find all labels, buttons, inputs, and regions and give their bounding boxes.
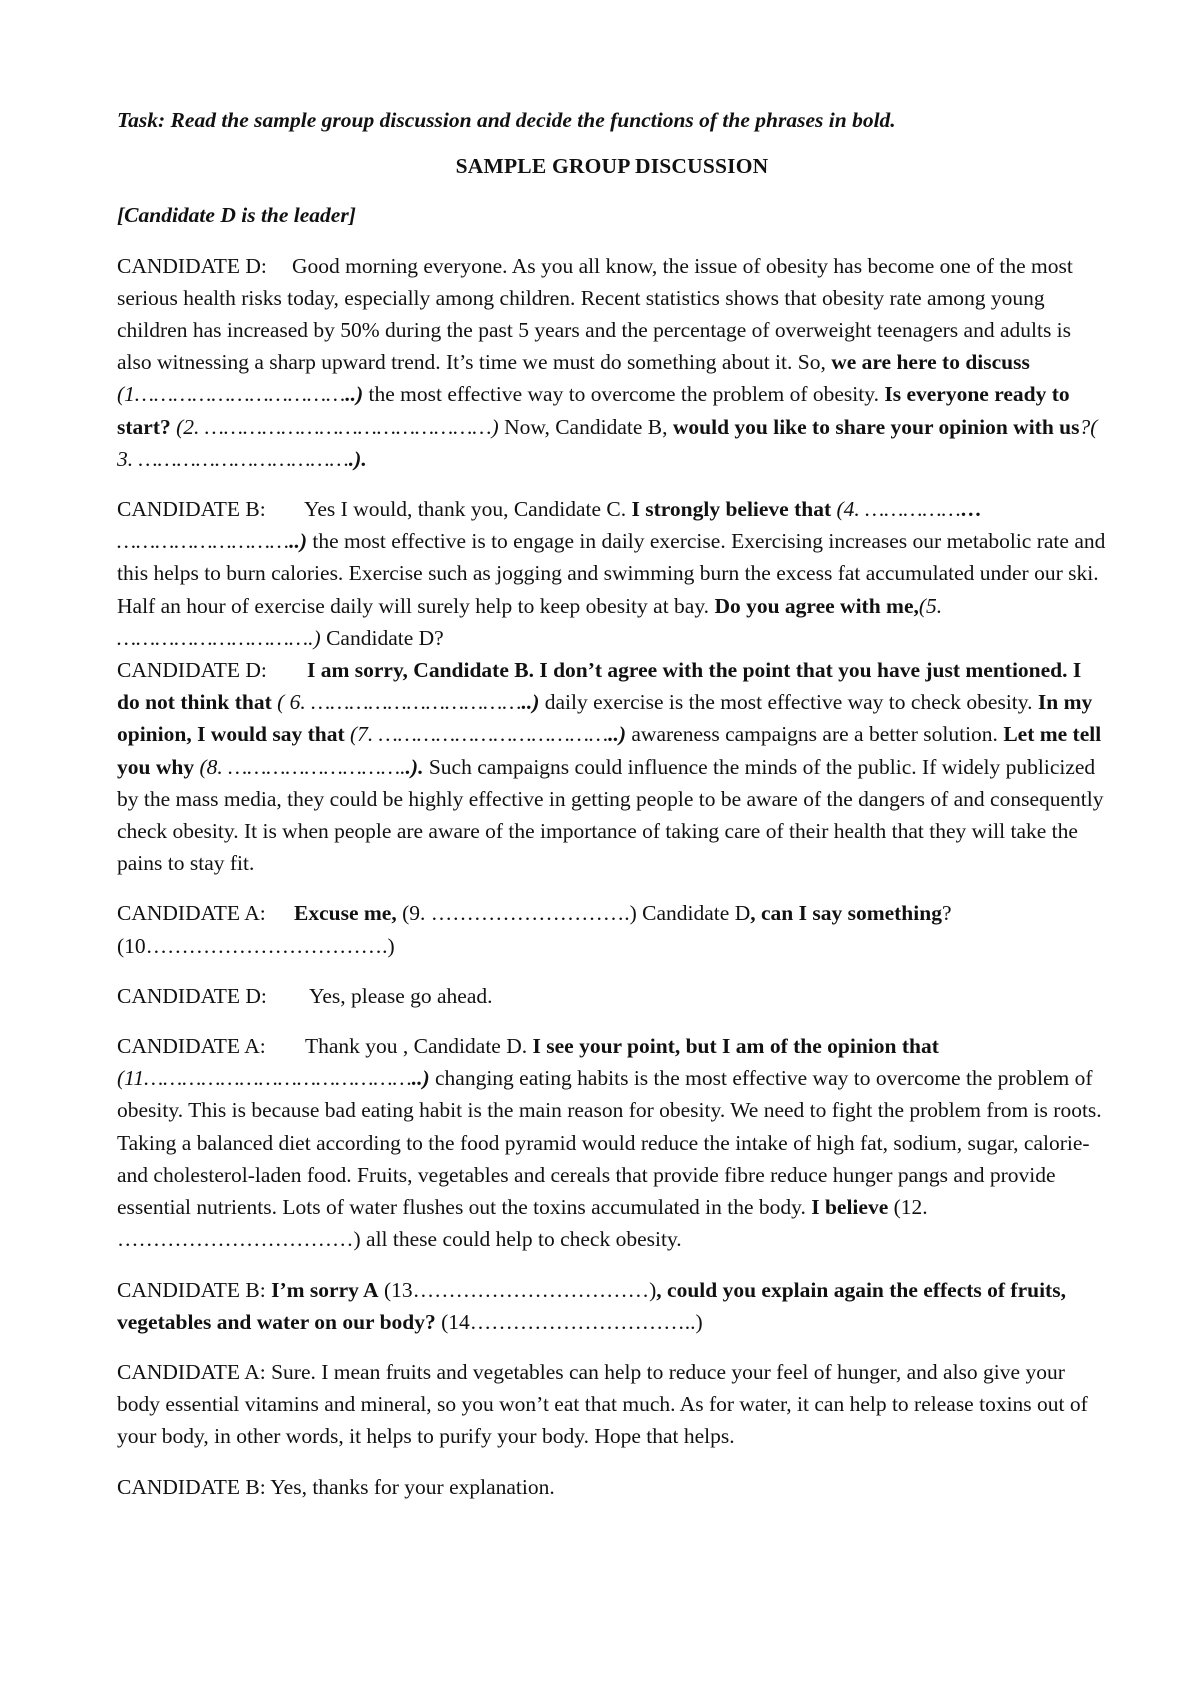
bold-phrase: Do you agree with me, — [714, 593, 919, 618]
bold-phrase: Let me tell you why — [117, 722, 1102, 779]
text-run: (14…………………………..) — [435, 1309, 703, 1334]
bold-phrase: I am sorry, Candidate B. I don’t agree with the point that you have just mentioned. I do not think that — [117, 658, 1082, 715]
dialogue-paragraph — [117, 980, 1107, 1012]
bold-phrase: , can I say something — [750, 901, 942, 926]
answer-blank: .). — [405, 754, 424, 779]
dialogue-paragraph — [117, 250, 1107, 475]
speaker-label: CANDIDATE D: — [117, 983, 267, 1008]
task-instruction: Task: Read the sample group discussion and decide the functions of the phrases in bold. — [117, 108, 896, 132]
bold-phrase: I’m sorry A — [271, 1277, 379, 1302]
speaker-label: CANDIDATE B: — [117, 497, 266, 522]
leader-note: [Candidate D is the leader] — [117, 203, 356, 228]
speaker-label: CANDIDATE A: — [117, 1034, 266, 1059]
dialogue-paragraph — [117, 1030, 1107, 1255]
text-run: changing eating habits is the most effective way to overcome the problem of obesity. This is because bad eating habit is the main reason for obesity. We need to fight the problem from is roots. Taking a balanced diet according to the food pyramid would reduce the intake of high fat, sodium, sugar, calorie- and cholesterol-laden food. Fruits, vegetables and cereals that provide fibre reduce hunger pangs and provide essential nutrients. Lots of water flushes out the toxins accumulated in the body. — [117, 1066, 1102, 1220]
dialogue-paragraph — [117, 897, 1107, 961]
text-run: Now, Candidate B, — [498, 414, 673, 439]
text-run: (9. ……………………….) Candidate D — [396, 901, 751, 926]
document-title: SAMPLE GROUP DISCUSSION — [455, 154, 769, 179]
answer-blank: (1…………………………… — [117, 382, 346, 407]
text-run: awareness campaigns are a better solution. — [626, 722, 1004, 747]
answer-blank: (7. ……………………………… — [344, 722, 609, 747]
dialogue-text — [117, 254, 1097, 471]
dialogue-paragraph — [117, 1274, 1107, 1338]
bold-phrase: In my opinion, I would say that — [117, 690, 1093, 747]
dialogue-paragraph — [117, 1471, 1107, 1503]
speaker-label: CANDIDATE B: — [117, 1474, 266, 1499]
speaker-label: CANDIDATE A: — [117, 901, 266, 926]
text-run: Yes, please go ahead. — [309, 983, 493, 1008]
text-run: (12. ……………………………) all these could help to check obesity. — [117, 1195, 928, 1252]
speaker-label: CANDIDATE D: — [117, 253, 267, 278]
bold-phrase: , could you explain again the effects of fruits, vegetables and water on our body? — [117, 1277, 1066, 1334]
answer-blank: (8. ………………………. — [194, 754, 406, 779]
bold-phrase: Is everyone ready to start? — [117, 382, 1070, 439]
answer-blank: ..) — [521, 690, 540, 715]
bold-phrase: I strongly believe that — [631, 497, 832, 522]
speaker-label: CANDIDATE B: — [117, 1277, 266, 1302]
dialogue-text — [309, 984, 493, 1008]
answer-blank: ..) — [345, 382, 364, 407]
dialogue-text — [117, 1034, 1102, 1251]
text-run: (13……………………………) — [378, 1277, 657, 1302]
answer-blank: ..) — [608, 722, 626, 747]
bold-phrase: Excuse me, — [294, 901, 397, 926]
answer-blank: (4. …………… — [831, 497, 961, 522]
answer-blank: .). — [348, 446, 367, 471]
text-run: Sure. I mean fruits and vegetables can help to reduce your feel of hunger, and also give your body essential vitamins and mineral, so you won’t eat that much. As for water, it can help to release toxins out of your body, in other words, it helps to purify your body. Hope that helps. — [117, 1359, 1088, 1449]
dialogue-text — [270, 1475, 554, 1499]
answer-blank: … — [960, 497, 983, 522]
answer-blank: (2. ………………………………………) — [176, 414, 499, 439]
text-run: Yes I would, thank you, Candidate C. — [304, 497, 632, 522]
text-run: the most effective way to overcome the problem of obesity. — [363, 382, 885, 407]
answer-blank: ..) — [289, 529, 307, 554]
answer-blank: (5. ………………………….) — [117, 593, 943, 650]
answer-blank: ?( 3. …………………………… — [117, 414, 1098, 471]
bold-phrase: we are here to discuss — [831, 350, 1030, 375]
text-run: Yes, thanks for your explanation. — [270, 1474, 555, 1499]
answer-blank: (11…………………………………… — [117, 1066, 412, 1091]
text-run: Good morning everyone. As you all know, the issue of obesity has become one of the most serious health risks today, especially among children. Recent statistics shows that obesity rate among young children has increased by 50% during the past 5 years and the percentage of overweight teenagers and adults is also witnessing a sharp upward trend. It’s time we must do something about it. So, — [117, 253, 1073, 375]
speaker-label: CANDIDATE D: — [117, 658, 267, 683]
bold-phrase: I believe — [811, 1195, 889, 1220]
bold-phrase: would you like to share your opinion with us — [672, 414, 1080, 439]
dialogue-paragraph — [117, 654, 1107, 879]
text-run: Thank you , Candidate D. — [305, 1034, 533, 1059]
dialogue-text — [117, 658, 1104, 875]
text-run: Such campaigns could influence the minds of the public. If widely publicized by the mass media, they could be highly effective in getting people to be aware of the dangers of and consequently check obesity. It is when people are aware of the importance of taking care of their health that they will take the pains to stay fit. — [117, 754, 1104, 876]
answer-blank: ..) — [411, 1066, 430, 1091]
bold-phrase: I see your point, but I am of the opinion that — [532, 1034, 939, 1059]
discussion — [117, 250, 1107, 1503]
answer-blank: ( 6. …………………………… — [271, 690, 522, 715]
text-run: the most effective is to engage in daily exercise. Exercising increases our metabolic rate and this helps to burn calories. Exercise such as jogging and swimming burn the excess fat accumulated under our ski. Half an hour of exercise daily will surely help to keep obesity at bay. — [117, 529, 1106, 618]
dialogue-paragraph — [117, 1356, 1107, 1453]
dialogue-paragraph — [117, 493, 1107, 654]
text-run: Candidate D? — [320, 625, 444, 650]
answer-blank: ……………………… — [117, 529, 290, 554]
speaker-label: CANDIDATE A: — [117, 1359, 266, 1384]
text-run: daily exercise is the most effective way to check obesity. — [539, 690, 1038, 715]
document-page — [117, 104, 1107, 1521]
text-run: ? (10…………………………….) — [117, 901, 952, 958]
